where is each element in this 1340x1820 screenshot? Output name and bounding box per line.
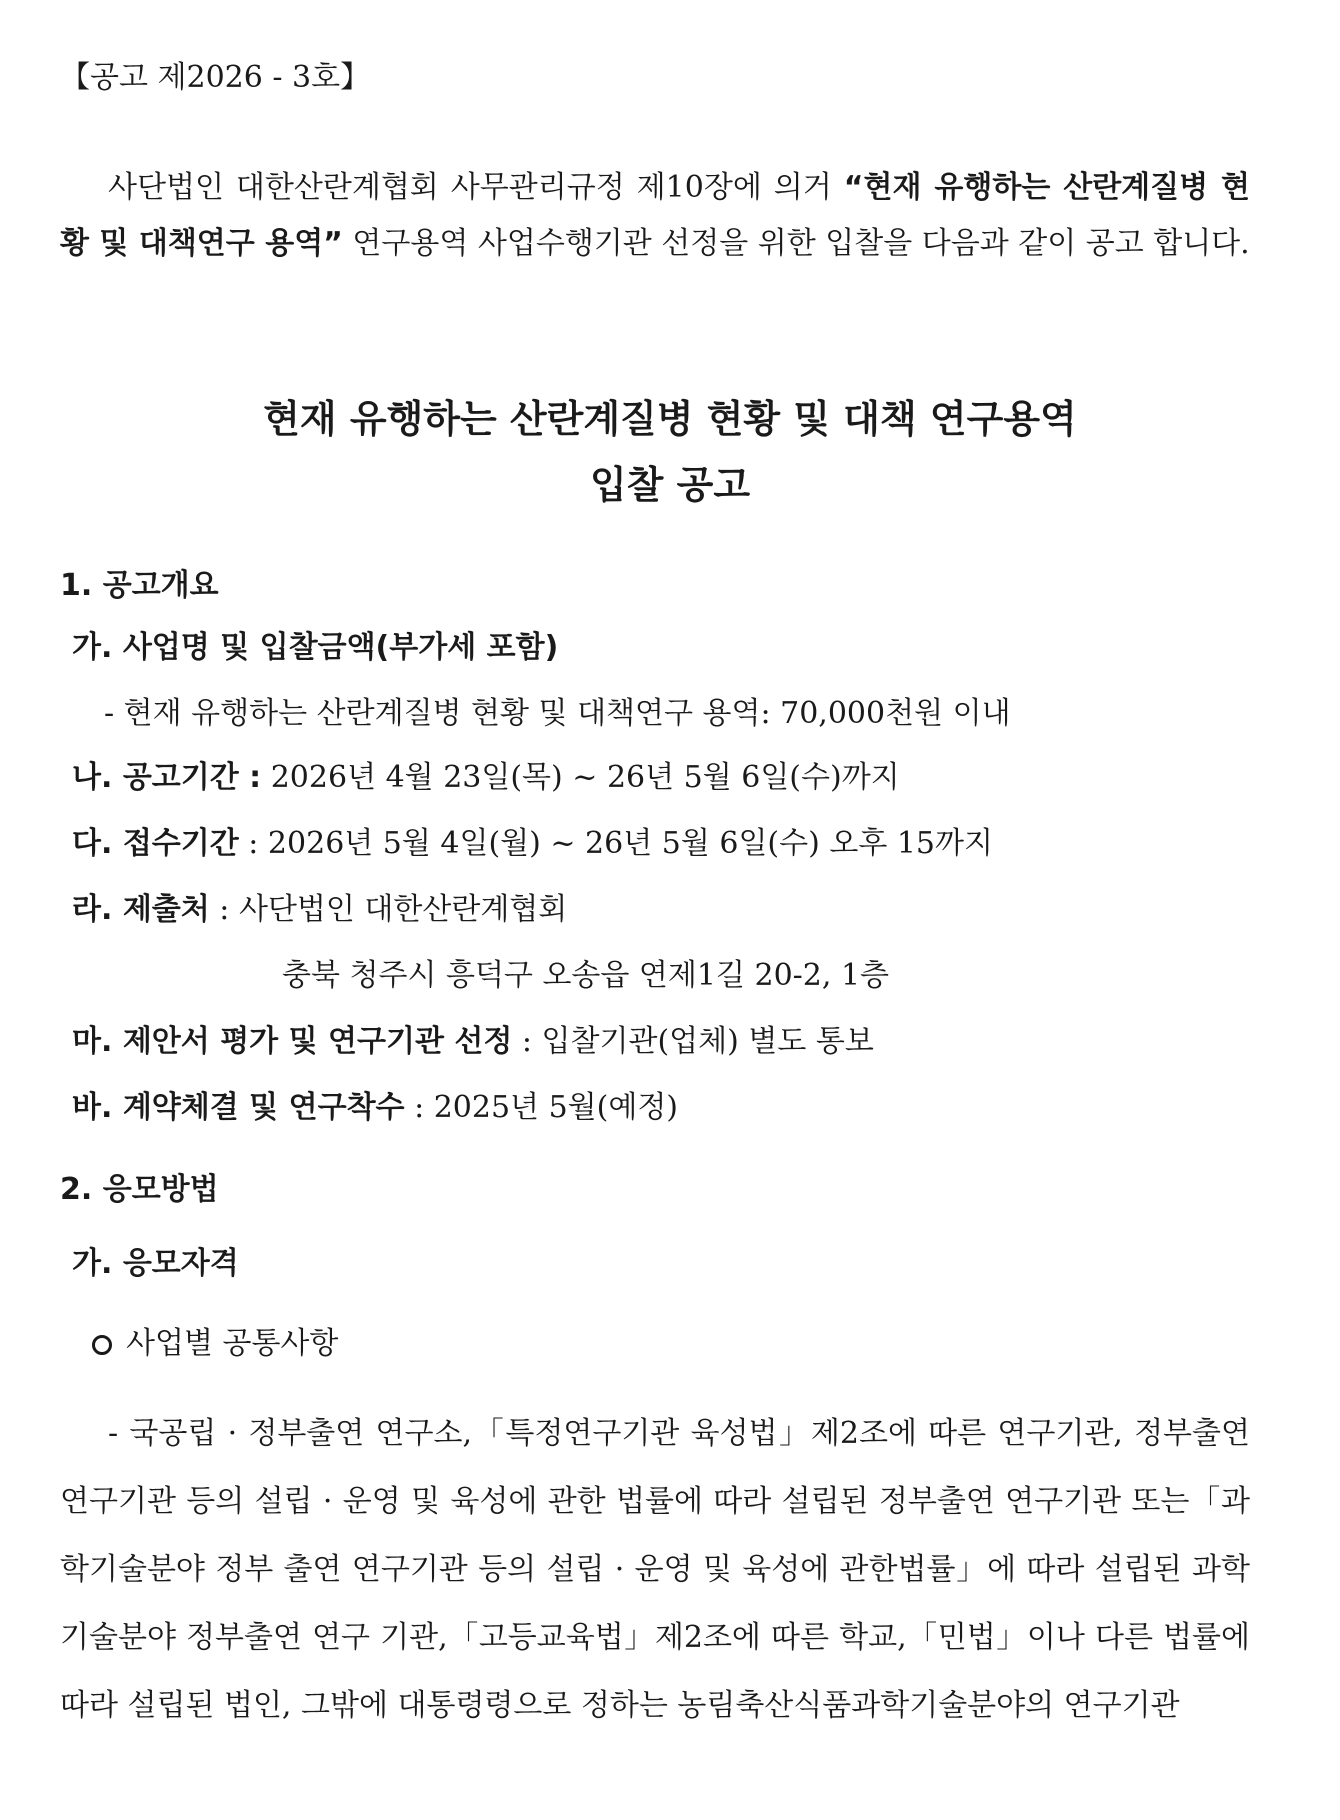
document-title-line2: 입찰 공고 bbox=[589, 463, 751, 507]
item-ba-head: 바. 계약체결 및 연구착수 bbox=[72, 1090, 405, 1125]
submission-address: 충북 청주시 흥덕구 오송읍 연제1길 20-2, 1층 bbox=[282, 958, 890, 993]
item-ga-head: 가. 사업명 및 입찰금액(부가세 포함) bbox=[72, 630, 559, 665]
item-na-head: 나. 공고기간 : bbox=[72, 760, 262, 795]
section2-heading: 2. 응모방법 bbox=[60, 1172, 219, 1207]
item-da-value: : 2026년 5월 4일(월) ~ 26년 5월 6일(수) 오후 15까지 bbox=[238, 826, 993, 861]
intro-paragraph bbox=[60, 160, 1250, 272]
qualification-paragraph bbox=[60, 1400, 1250, 1740]
intro-text-2: 연구용역 사업수행기관 선정을 위한 입찰을 다음과 같이 공고 합니다. bbox=[342, 226, 1250, 261]
item-ma-head: 마. 제안서 평가 및 연구기관 선정 bbox=[72, 1024, 513, 1059]
item-ra bbox=[72, 884, 567, 928]
notice-number: 【공고 제2026 - 3호】 bbox=[60, 60, 371, 95]
budget-line: - 현재 유행하는 산란계질병 현황 및 대책연구 용역: 70,000천원 이내 bbox=[104, 696, 1011, 731]
item-ra-head: 라. 제출처 bbox=[72, 892, 210, 927]
item-da-head: 다. 접수기간 bbox=[72, 826, 239, 861]
item-ma-value: : 입찰기관(업체) 별도 통보 bbox=[512, 1024, 874, 1059]
item-qualification bbox=[72, 1238, 239, 1282]
item-na bbox=[72, 752, 900, 796]
item-ba-value: : 2025년 5월(예정) bbox=[404, 1090, 679, 1125]
intro-project-name: “현재 유행하는 산란계질병 현황 및 대책연구 용역” bbox=[60, 170, 1251, 261]
qualification-text: - 국공립 · 정부출연 연구소,「특정연구기관 육성법」제2조에 따른 연구기관, 정부출연 연구기관 등의 설립 · 운영 및 육성에 관한 법률에 따라 설립된 정부출연 연구기관 또는「과학기술분야 정부 출연 연구기관 등의 설립 · 운영 및 육성에 관한법률」에 따라 설립된 과학기술분야 정부출연 연구 기관,「고등교육법」제2조에 따른 학교,「민법」이나 다른 법률에 따라 설립된 법인, 그밖에 대통령령으로 정하는 농림축산식품과학기술분야의 연구기관 bbox=[60, 1416, 1250, 1723]
item-ra-value: : 사단법인 대한산란계협회 bbox=[209, 892, 568, 927]
item-ba bbox=[72, 1082, 678, 1126]
item-ma bbox=[72, 1016, 874, 1060]
bullet-common-text: 사업별 공통사항 bbox=[126, 1326, 339, 1361]
qualification-head: 가. 응모자격 bbox=[72, 1246, 239, 1281]
item-ga bbox=[72, 622, 558, 666]
section1-heading: 1. 공고개요 bbox=[60, 568, 219, 603]
item-na-value: 2026년 4월 23일(목) ~ 26년 5월 6일(수)까지 bbox=[261, 760, 900, 795]
bullet-common bbox=[92, 1318, 338, 1362]
circle-bullet-icon bbox=[92, 1335, 112, 1355]
intro-text-1: 사단법인 대한산란계협회 사무관리규정 제10장에 의거 bbox=[108, 170, 844, 205]
document-title-line1: 현재 유행하는 산란계질병 현황 및 대책 연구용역 bbox=[263, 397, 1077, 441]
item-da bbox=[72, 818, 993, 862]
